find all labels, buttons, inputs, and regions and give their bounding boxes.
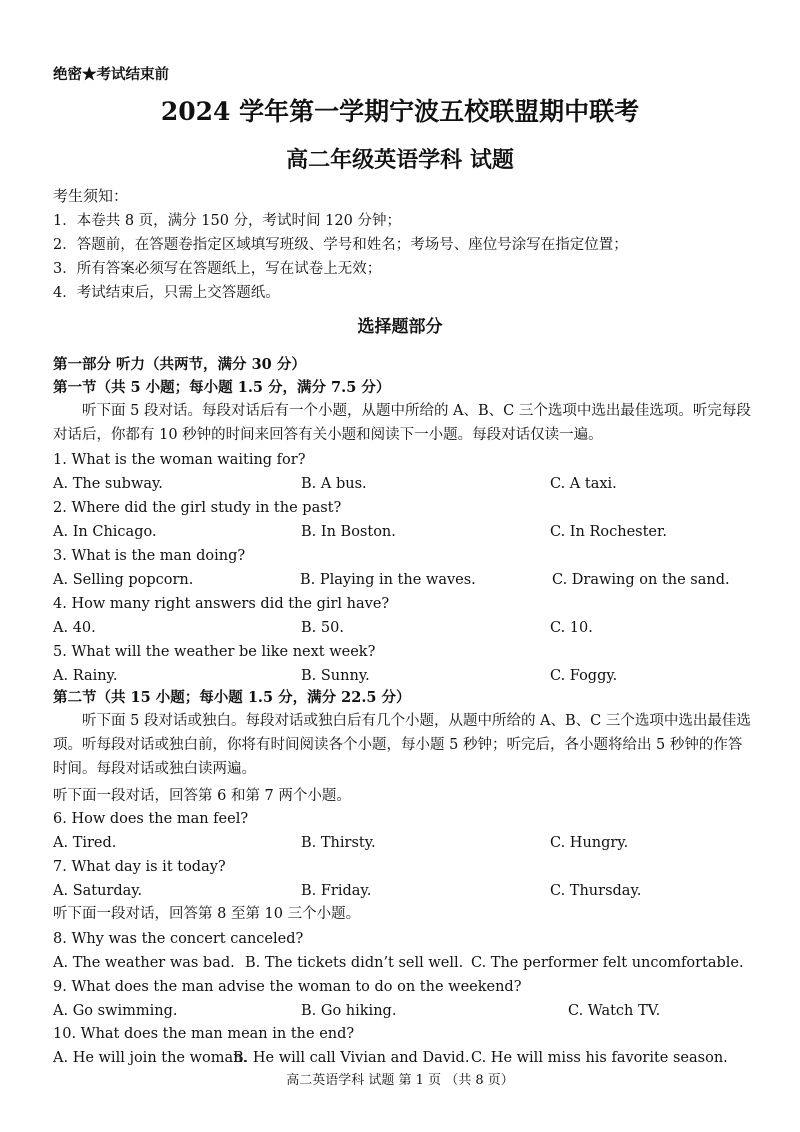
option-c: C. In Rochester.: [550, 524, 667, 540]
option-c: C. Watch TV.: [568, 1003, 661, 1019]
option-c: C. A taxi.: [550, 476, 617, 492]
option-b: B. The tickets didn’t sell well.: [245, 955, 464, 971]
option-b: B. He will call Vivian and David.: [233, 1050, 470, 1066]
option-a: A. He will join the woman.: [53, 1050, 248, 1066]
option-a: A. The subway.: [53, 476, 163, 492]
listening-note: 听下面一段对话，回答第 6 和第 7 两个小题。: [53, 788, 351, 804]
option-b: B. Sunny.: [301, 668, 370, 684]
option-c: C. Thursday.: [550, 883, 642, 899]
section2-heading: 第二节（共 15 小题；每小题 1.5 分，满分 22.5 分）: [53, 689, 411, 706]
section1-instructions: 听下面 5 段对话。每段对话后有一个小题，从题中所给的 A、B、C 三个选项中选出最佳选项。听完每段对话后，你都有 10 秒钟的时间来回答有关小题和阅读下一小题。每段对话仅读一遍。: [53, 403, 751, 443]
option-c: C. Hungry.: [550, 835, 629, 851]
part1-heading: 第一部分 听力（共两节，满分 30 分）: [53, 356, 306, 373]
option-c: C. 10.: [550, 620, 593, 636]
question-text: 6. How does the man feel?: [53, 811, 249, 827]
section1-heading: 第一节（共 5 小题；每小题 1.5 分，满分 7.5 分）: [53, 379, 391, 396]
question-text: 3. What is the man doing?: [53, 548, 246, 564]
section-title: 选择题部分: [357, 317, 443, 337]
notice-heading: 考生须知：: [53, 187, 129, 205]
section2-instructions: 听下面 5 段对话或独白。每段对话或独白后有几个小题，从题中所给的 A、B、C 三个选项中选出最佳选项。听每段对话或独白前，你将有时间阅读各个小题，每小题 5 秒钟；听完后，各小题将给出 5 秒钟的作答时间。每段对话或独白读两遍。: [53, 713, 751, 777]
option-b: B. Thirsty.: [301, 835, 376, 851]
option-b: B. 50.: [301, 620, 344, 636]
question-text: 2. Where did the girl study in the past?: [53, 500, 342, 516]
exam-title: 2024 学年第一学期宁波五校联盟期中联考: [160, 97, 640, 126]
option-b: B. In Boston.: [301, 524, 396, 540]
notice-item: 4．考试结束后，只需上交答题纸。: [53, 285, 280, 301]
option-a: A. The weather was bad.: [53, 955, 235, 971]
option-a: A. Rainy.: [53, 668, 118, 684]
option-b: B. A bus.: [301, 476, 367, 492]
question-text: 1. What is the woman waiting for?: [53, 452, 306, 468]
option-c: C. Drawing on the sand.: [552, 572, 730, 588]
question-text: 8. Why was the concert canceled?: [53, 931, 304, 947]
option-a: A. 40.: [53, 620, 96, 636]
question-text: 10. What does the man mean in the end?: [53, 1026, 355, 1042]
option-b: B. Playing in the waves.: [300, 572, 476, 588]
option-a: A. Selling popcorn.: [53, 572, 194, 588]
option-c: C. The performer felt uncomfortable.: [471, 955, 744, 971]
option-c: C. He will miss his favorite season.: [471, 1050, 728, 1066]
option-b: B. Friday.: [301, 883, 372, 899]
option-a: A. Tired.: [53, 835, 117, 851]
option-a: A. Saturday.: [53, 883, 143, 899]
question-text: 5. What will the weather be like next week?: [53, 644, 376, 660]
notice-item: 1．本卷共 8 页，满分 150 分，考试时间 120 分钟；: [53, 213, 401, 229]
question-text: 7. What day is it today?: [53, 859, 226, 875]
option-a: A. In Chicago.: [53, 524, 157, 540]
question-text: 4. How many right answers did the girl have?: [53, 596, 390, 612]
option-c: C. Foggy.: [550, 668, 618, 684]
option-a: A. Go swimming.: [53, 1003, 178, 1019]
option-b: B. Go hiking.: [301, 1003, 397, 1019]
page-footer: 高二英语学科 试题 第 1 页 （共 8 页）: [286, 1073, 514, 1088]
exam-subtitle: 高二年级英语学科 试题: [286, 147, 514, 173]
listening-note: 听下面一段对话，回答第 8 至第 10 三个小题。: [53, 906, 361, 922]
notice-item: 3．所有答案必须写在答题纸上，写在试卷上无效；: [53, 261, 382, 277]
question-text: 9. What does the man advise the woman to do on the weekend?: [53, 979, 522, 995]
confidential-label: 绝密★考试结束前: [53, 66, 169, 83]
notice-item: 2．答题前，在答题卷指定区域填写班级、学号和姓名；考场号、座位号涂写在指定位置；: [53, 237, 628, 253]
